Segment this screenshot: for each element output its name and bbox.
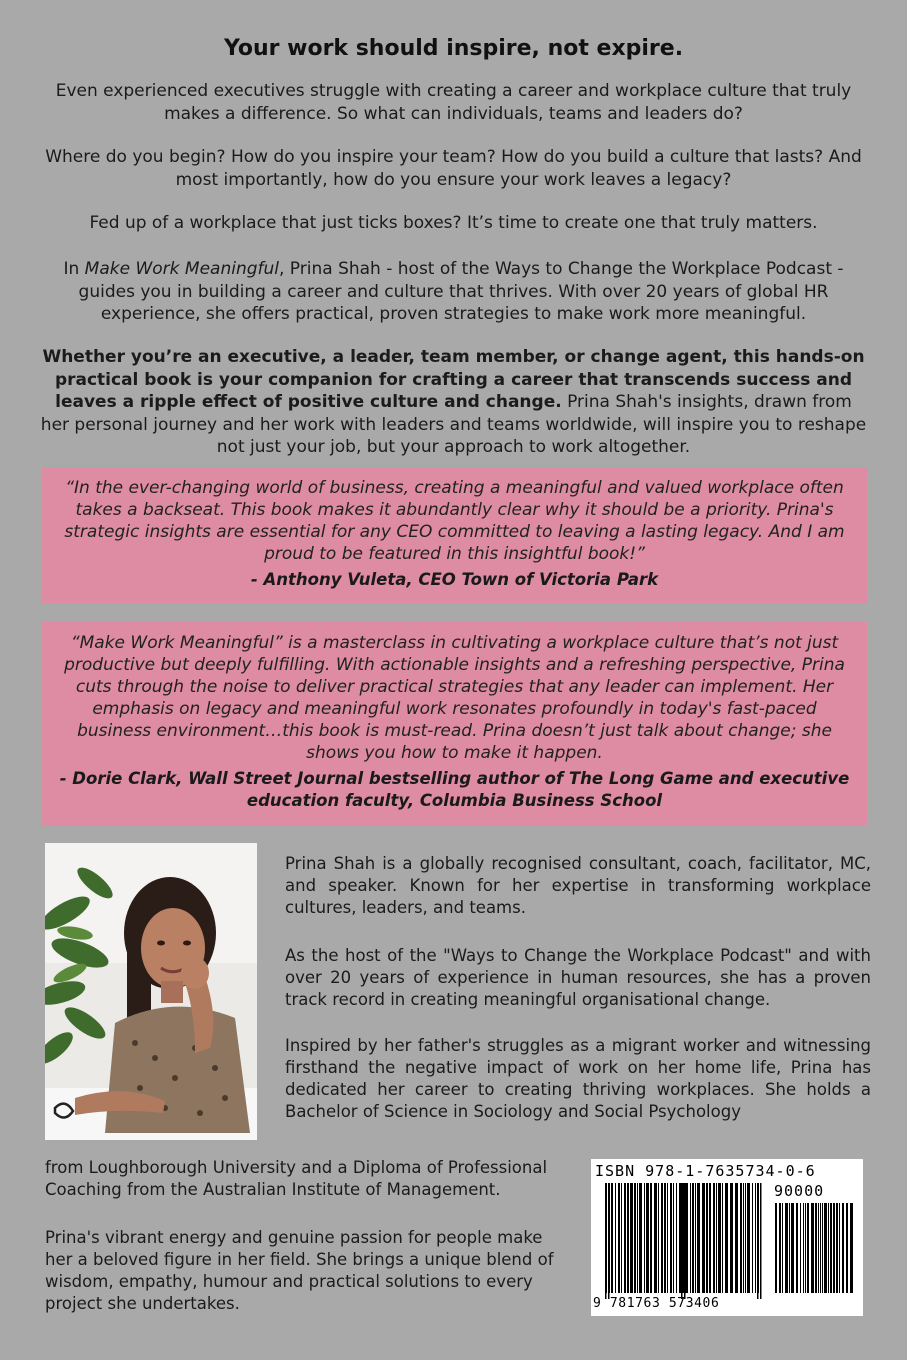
barcode-bar xyxy=(611,1183,613,1293)
testimonial-quote-2: “Make Work Meaningful” is a masterclass in cultivating a workplace culture that’s not just productive but deeply fulfilling. With actionable insights and a refreshing perspective, Prina cuts through the noise to deliver practical strategies that any leader can implement. Her emphasis on legacy and meaningful work resonates profoundly in today's fast-paced business environment…this book is must-read. Prina doesn’t just talk about change; she shows you how to make it happen. xyxy=(64,633,845,763)
intro-p5-rest: Prina Shah's insights, drawn from her personal journey and her work with leaders and teams worldwide, will inspire you to reshape not just your job, but your approach to work altogether. xyxy=(40,392,867,457)
intro-paragraph-2: Where do you begin? How do you inspire your team? How do you build a culture that lasts? And most importantly, how do you ensure your work leaves a legacy? xyxy=(45,147,862,190)
barcode-bar xyxy=(630,1183,633,1293)
barcode-bar xyxy=(842,1203,844,1293)
barcode-bar xyxy=(658,1183,659,1293)
book-title: Make Work Meaningful xyxy=(84,259,279,279)
barcode-bar xyxy=(824,1203,827,1293)
barcode-bar xyxy=(818,1203,819,1293)
barcode-bar xyxy=(740,1183,742,1293)
barcode-bar xyxy=(676,1183,677,1293)
intro-p4-prefix: In xyxy=(63,259,85,279)
testimonial-quote-1: “In the ever-changing world of business, creating a meaningful and valued workplace often takes a backseat. This book makes it abundantly clear why it should be a priority. Prina's strategic insights are essential for any CEO committed to leaving a lasting legacy. And I am proud to be featured in this insightful book!” xyxy=(64,478,845,564)
barcode-bar xyxy=(697,1183,700,1293)
barcode-bar xyxy=(735,1183,738,1293)
ean-digits: 9 781763 573406 xyxy=(593,1296,720,1311)
barcode-bar xyxy=(716,1183,717,1293)
barcode-bar xyxy=(706,1183,708,1293)
barcode-bar xyxy=(807,1203,809,1293)
barcode-bar xyxy=(661,1183,663,1293)
barcode-bar xyxy=(782,1203,783,1293)
testimonial-box-1 xyxy=(42,467,867,603)
barcode-bar xyxy=(709,1183,711,1293)
barcode-bar xyxy=(850,1203,853,1293)
barcode-bar xyxy=(637,1183,638,1293)
barcode-bar xyxy=(833,1203,835,1293)
barcode-bar xyxy=(800,1203,801,1293)
author-photo xyxy=(45,843,257,1140)
barcode-bar xyxy=(839,1203,840,1293)
barcode-bar xyxy=(654,1183,657,1293)
testimonial-attribution-1: - Anthony Vuleta, CEO Town of Victoria Park xyxy=(250,570,659,589)
barcode-bar xyxy=(791,1203,794,1293)
barcode-bar xyxy=(722,1183,723,1293)
bio-paragraph-2: As the host of the "Ways to Change the Workplace Podcast" and with over 20 years of experience in human resources, she has a proven track record in creating meaningful organisational change. xyxy=(285,946,871,1009)
barcode-guard-bar xyxy=(760,1183,762,1299)
barcode-bar xyxy=(679,1183,681,1293)
barcode-bar xyxy=(634,1183,636,1293)
barcode-guard-bar xyxy=(757,1183,759,1299)
barcode-bar xyxy=(803,1203,804,1293)
testimonial-attribution-2: - Dorie Clark, Wall Street Journal bestselling author of The Long Game and executive education faculty, Columbia Business School xyxy=(59,769,850,810)
barcode-bar xyxy=(805,1203,806,1293)
barcode-bar xyxy=(673,1183,674,1293)
bio-paragraph-3: Inspired by her father's struggles as a migrant worker and witnessing firsthand the negative impact of work on her home life, Prina has dedicated her career to creating thriving workplaces. She holds a Bachelor of Science in Sociology and Social Psychology xyxy=(285,1036,871,1121)
intro-p4-rest: , Prina Shah - host of the Ways to Change the Workplace Podcast - guides you in building a career and culture that thrives. With over 20 years of global HR experience, she offers practical, proven strategies to make work more meaningful. xyxy=(78,259,844,324)
barcode-bar xyxy=(624,1183,626,1293)
barcode-bar xyxy=(785,1203,788,1293)
barcode-bar xyxy=(830,1203,832,1293)
barcode-guard-bar xyxy=(684,1183,686,1299)
barcode-bar xyxy=(618,1183,620,1293)
intro-paragraph-4 xyxy=(40,258,867,326)
barcode-bar xyxy=(718,1183,721,1293)
intro-p5-bold: Whether you’re an executive, a leader, team member, or change agent, this hands-on practical book is your companion for crafting a career that transcends success and leaves a ripple effect of positive culture and change. xyxy=(42,347,865,412)
barcode-bar xyxy=(846,1203,848,1293)
barcode-guard-bar xyxy=(681,1183,683,1299)
barcode-bar xyxy=(644,1183,645,1293)
barcode-bar xyxy=(730,1183,733,1293)
barcode-bar xyxy=(690,1183,691,1293)
barcode-bar xyxy=(667,1183,668,1293)
barcode-bars xyxy=(591,1159,863,1316)
barcode-bar xyxy=(664,1183,666,1293)
barcode-bar xyxy=(725,1183,728,1293)
barcode-bar xyxy=(815,1203,817,1293)
intro-paragraph-1: Even experienced executives struggle with creating a career and workplace culture that truly makes a difference. So what can individuals, teams and leaders do? xyxy=(55,81,852,124)
price-code: 90000 xyxy=(774,1182,825,1200)
barcode-bar xyxy=(752,1183,753,1293)
bio-paragraph-4: from Loughborough University and a Diploma of Professional Coaching from the Australian Institute of Management. xyxy=(45,1158,548,1199)
barcode-bar xyxy=(789,1203,790,1293)
barcode-bar xyxy=(755,1183,756,1293)
barcode-bar xyxy=(811,1203,814,1293)
barcode-bar xyxy=(836,1203,838,1293)
barcode-bar xyxy=(828,1203,829,1293)
barcode-bar xyxy=(702,1183,705,1293)
barcode-bar xyxy=(692,1183,694,1293)
barcode-bar xyxy=(627,1183,629,1293)
barcode-bar xyxy=(820,1203,821,1293)
barcode-bar xyxy=(779,1203,781,1293)
barcode-bar xyxy=(745,1183,746,1293)
barcode-bar xyxy=(775,1203,777,1293)
barcode-bar xyxy=(796,1203,798,1293)
barcode-bar xyxy=(621,1183,622,1293)
bio-paragraph-5: Prina's vibrant energy and genuine passion for people make her a beloved figure in her field. She brings a unique blend of wisdom, empathy, humour and practical solutions to every project she undertakes. xyxy=(45,1228,554,1313)
barcode-bar xyxy=(646,1183,649,1293)
barcode-bar xyxy=(615,1183,616,1293)
testimonial-box-2 xyxy=(42,622,867,826)
barcode-bar xyxy=(822,1203,823,1293)
bio-paragraph-1: Prina Shah is a globally recognised consultant, coach, facilitator, MC, and speaker. Known for her expertise in transforming workplace cultures, leaders, and teams. xyxy=(285,854,871,917)
barcode-guard-bar xyxy=(605,1183,607,1299)
barcode-bar xyxy=(639,1183,642,1293)
intro-paragraph-3: Fed up of a workplace that just ticks boxes? It’s time to create one that truly matters. xyxy=(89,213,818,233)
barcode-bar xyxy=(695,1183,696,1293)
headline: Your work should inspire, not expire. xyxy=(223,36,684,61)
barcode-guard-bar xyxy=(608,1183,610,1299)
barcode-bar xyxy=(747,1183,750,1293)
barcode-bar xyxy=(650,1183,652,1293)
isbn-barcode xyxy=(591,1159,863,1316)
author-portrait-icon xyxy=(45,843,257,1140)
isbn-label: ISBN 978-1-7635734-0-6 xyxy=(595,1162,816,1180)
barcode-bar xyxy=(743,1183,744,1293)
intro-paragraph-5 xyxy=(40,346,867,459)
barcode-bar xyxy=(670,1183,672,1293)
barcode-bar xyxy=(713,1183,715,1293)
